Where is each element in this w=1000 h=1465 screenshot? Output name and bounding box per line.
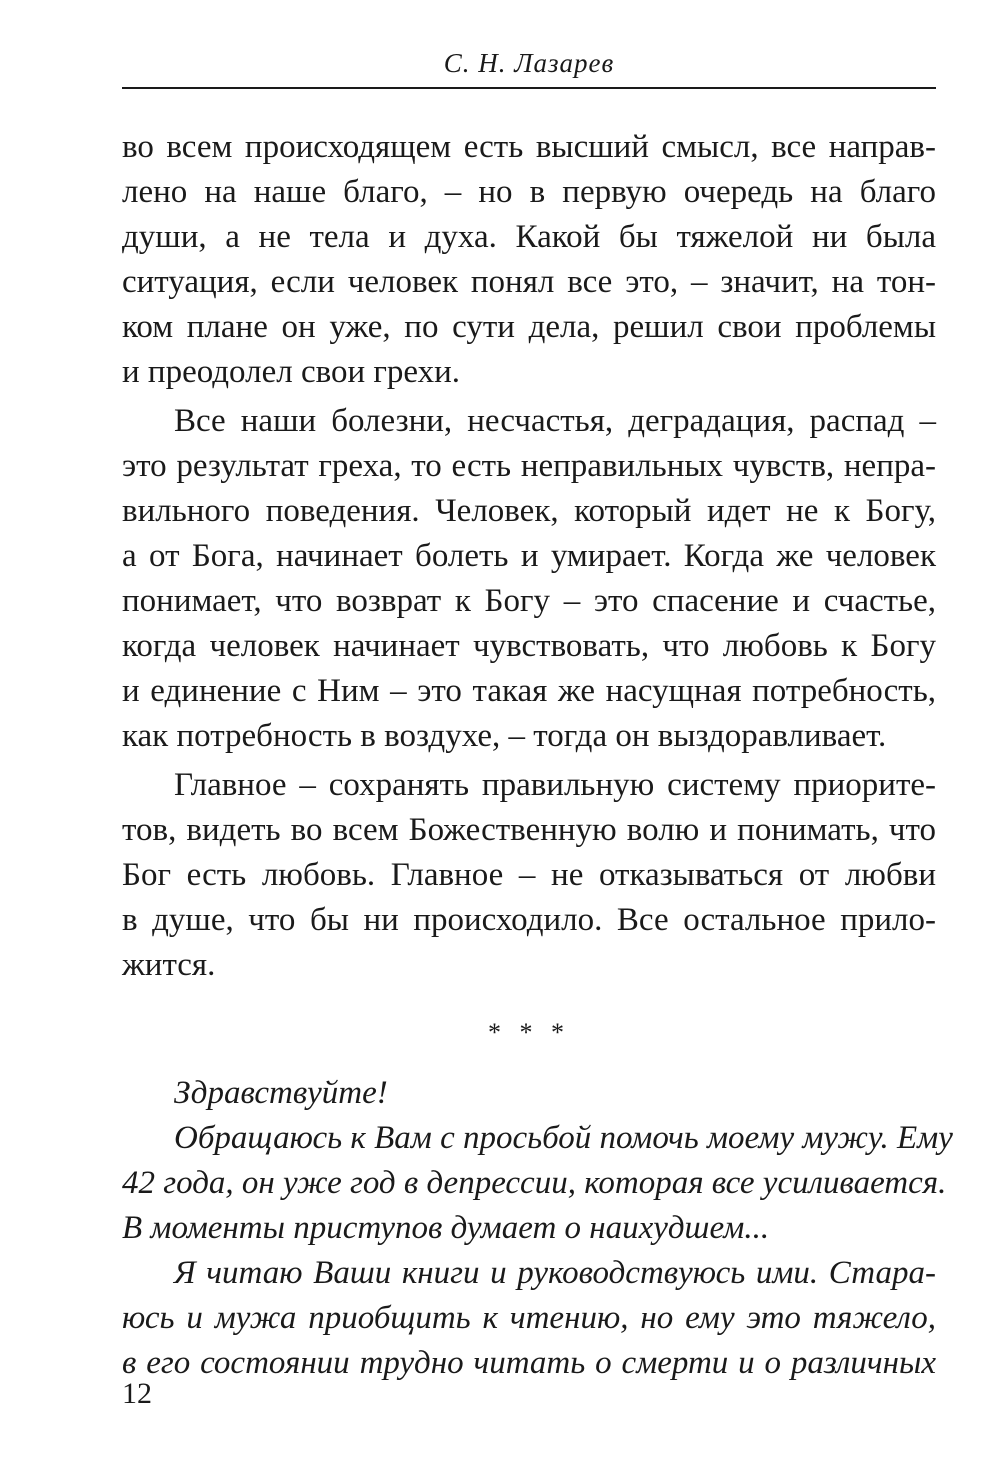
text-line: Главное – сохранять правильную систему приорите- xyxy=(174,767,936,803)
paragraph-2 xyxy=(122,399,936,759)
text-line: когда человек начинает чувствовать, что любовь к Богу xyxy=(122,628,936,664)
text-line: 42 года, он уже год в депрессии, которая все усиливается. xyxy=(122,1165,947,1201)
text-line: ситуация, если человек понял все это, – значит, на тон- xyxy=(122,264,936,300)
paragraph-3 xyxy=(122,763,936,988)
text-line: Все наши болезни, несчастья, деградация, распад – xyxy=(174,403,936,439)
text-line: во всем происходящем есть высший смысл, все направ- xyxy=(122,129,936,165)
text-line: и преодолел свои грехи. xyxy=(122,354,461,390)
text-line: это результат греха, то есть неправильных чувств, непра- xyxy=(122,448,936,484)
text-line: жится. xyxy=(122,947,216,983)
text-line: тов, видеть во всем Божественную волю и понимать, что xyxy=(122,812,936,848)
section-separator: * * * xyxy=(488,1018,570,1047)
text-line: как потребность в воздухе, – тогда он выздоравливает. xyxy=(122,718,887,754)
page-number: 12 xyxy=(122,1377,152,1410)
page-body xyxy=(122,125,953,1386)
text-line: лено на наше благо, – но в первую очередь на благо xyxy=(122,174,936,210)
header-rule xyxy=(122,87,936,89)
text-line: В моменты приступов думает о наихудшем... xyxy=(122,1210,770,1246)
text-line: а от Бога, начинает болеть и умирает. Когда же человек xyxy=(122,538,936,574)
text-line: Бог есть любовь. Главное – не отказываться от любви xyxy=(122,857,936,893)
paragraph-1 xyxy=(122,125,936,395)
text-line: Я читаю Ваши книги и руководствуюсь ими. Стара- xyxy=(174,1255,936,1291)
text-line: души, а не тела и духа. Какой бы тяжелой ни была xyxy=(122,219,936,255)
text-line: и единение с Ним – это такая же насущная потребность, xyxy=(122,673,936,709)
text-line: в душе, что бы ни происходило. Все остальное прило- xyxy=(122,902,936,938)
letter-greeting: Здравствуйте! xyxy=(174,1075,388,1111)
text-line: ком плане он уже, по сути дела, решил свои проблемы xyxy=(122,309,936,345)
text-line: вильного поведения. Человек, который идет не к Богу, xyxy=(122,493,936,529)
text-line: понимает, что возврат к Богу – это спасение и счастье, xyxy=(122,583,936,619)
text-line: юсь и мужа приобщить к чтению, но ему это тяжело, xyxy=(122,1300,936,1336)
text-line: в его состоянии трудно читать о смерти и о различных xyxy=(122,1345,936,1381)
letter xyxy=(122,1071,953,1386)
text-line: Обращаюсь к Вам с просьбой помочь моему мужу. Ему xyxy=(174,1120,953,1156)
running-head: С. Н. Лазарев xyxy=(443,48,615,78)
